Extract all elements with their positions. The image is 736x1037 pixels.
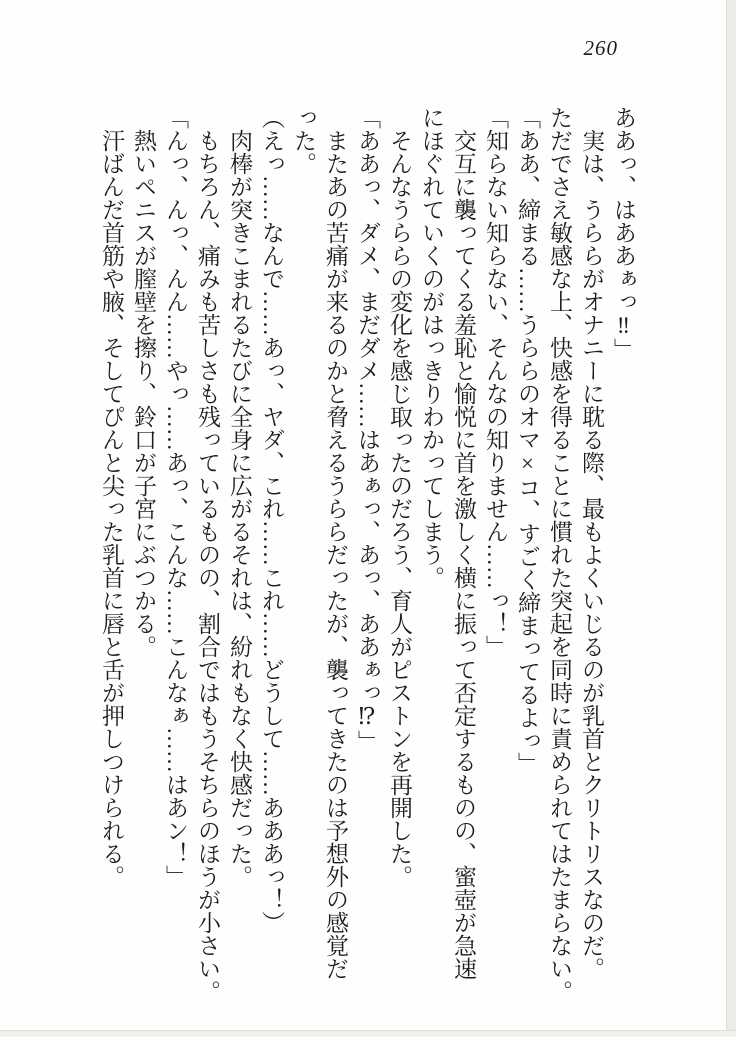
text-block <box>95 106 639 1011</box>
text-column: 汗ばんだ首筋や腋、そしてぴんと尖った乳首に唇と舌が押しつけられる。 <box>99 106 124 888</box>
text-column: ああっ、はああぁっ‼」 <box>611 106 636 361</box>
text-column: ただでさえ敏感な上、快感を得ることに慣れた突起を同時に責められてはたまらない。 <box>547 106 572 1003</box>
text-column: った。 <box>291 106 316 175</box>
page-number: 260 <box>583 36 618 60</box>
text-column: 「知らない知らない、そんなの知りません……っ！」 <box>483 106 508 658</box>
page-edge-right <box>726 0 736 1037</box>
text-column: 熱いペニスが膣壁を擦り、鈴口が子宮にぶつかる。 <box>131 106 156 658</box>
text-column: 肉棒が突きこまれるたびに全身に広がるそれは、紛れもなく快感だった。 <box>227 106 252 888</box>
text-column: にほぐれていくのがはっきりわかってしまう。 <box>419 106 444 589</box>
text-column: 「ああっ、ダメ、まだダメ……はあぁっ、あっ、ああぁっ⁉」 <box>355 106 380 753</box>
text-column: 交互に襲ってくる羞恥と愉悦に首を激しく横に振って否定するものの、蜜壺が急速 <box>451 106 476 980</box>
text-column: またあの苦痛が来るのかと脅えるうららだったが、襲ってきたのは予想外の感覚だ <box>323 106 348 980</box>
text-column: 「んっ、んっ、んん……やっ……あっ、こんな……こんなぁ……はあン！」 <box>163 106 188 888</box>
page-edge-bottom <box>0 1030 736 1037</box>
text-column: （えっ……なんで……あっ、ヤダ、これ……これ……どうして……あああっ！） <box>259 106 284 934</box>
text-column: 「ああ、締まる……うららのオマ×コ、すごく締まってるよっ」 <box>515 106 540 775</box>
text-column: もちろん、痛みも苦しさも残っているものの、割合ではもうそちらのほうが小さい。 <box>195 106 220 1003</box>
text-column: そんなうららの変化を感じ取ったのだろう、育人がピストンを再開した。 <box>387 106 412 888</box>
text-column: 実は、うららがオナニーに耽る際、最もよくいじるのが乳首とクリトリスなのだ。 <box>579 106 604 980</box>
